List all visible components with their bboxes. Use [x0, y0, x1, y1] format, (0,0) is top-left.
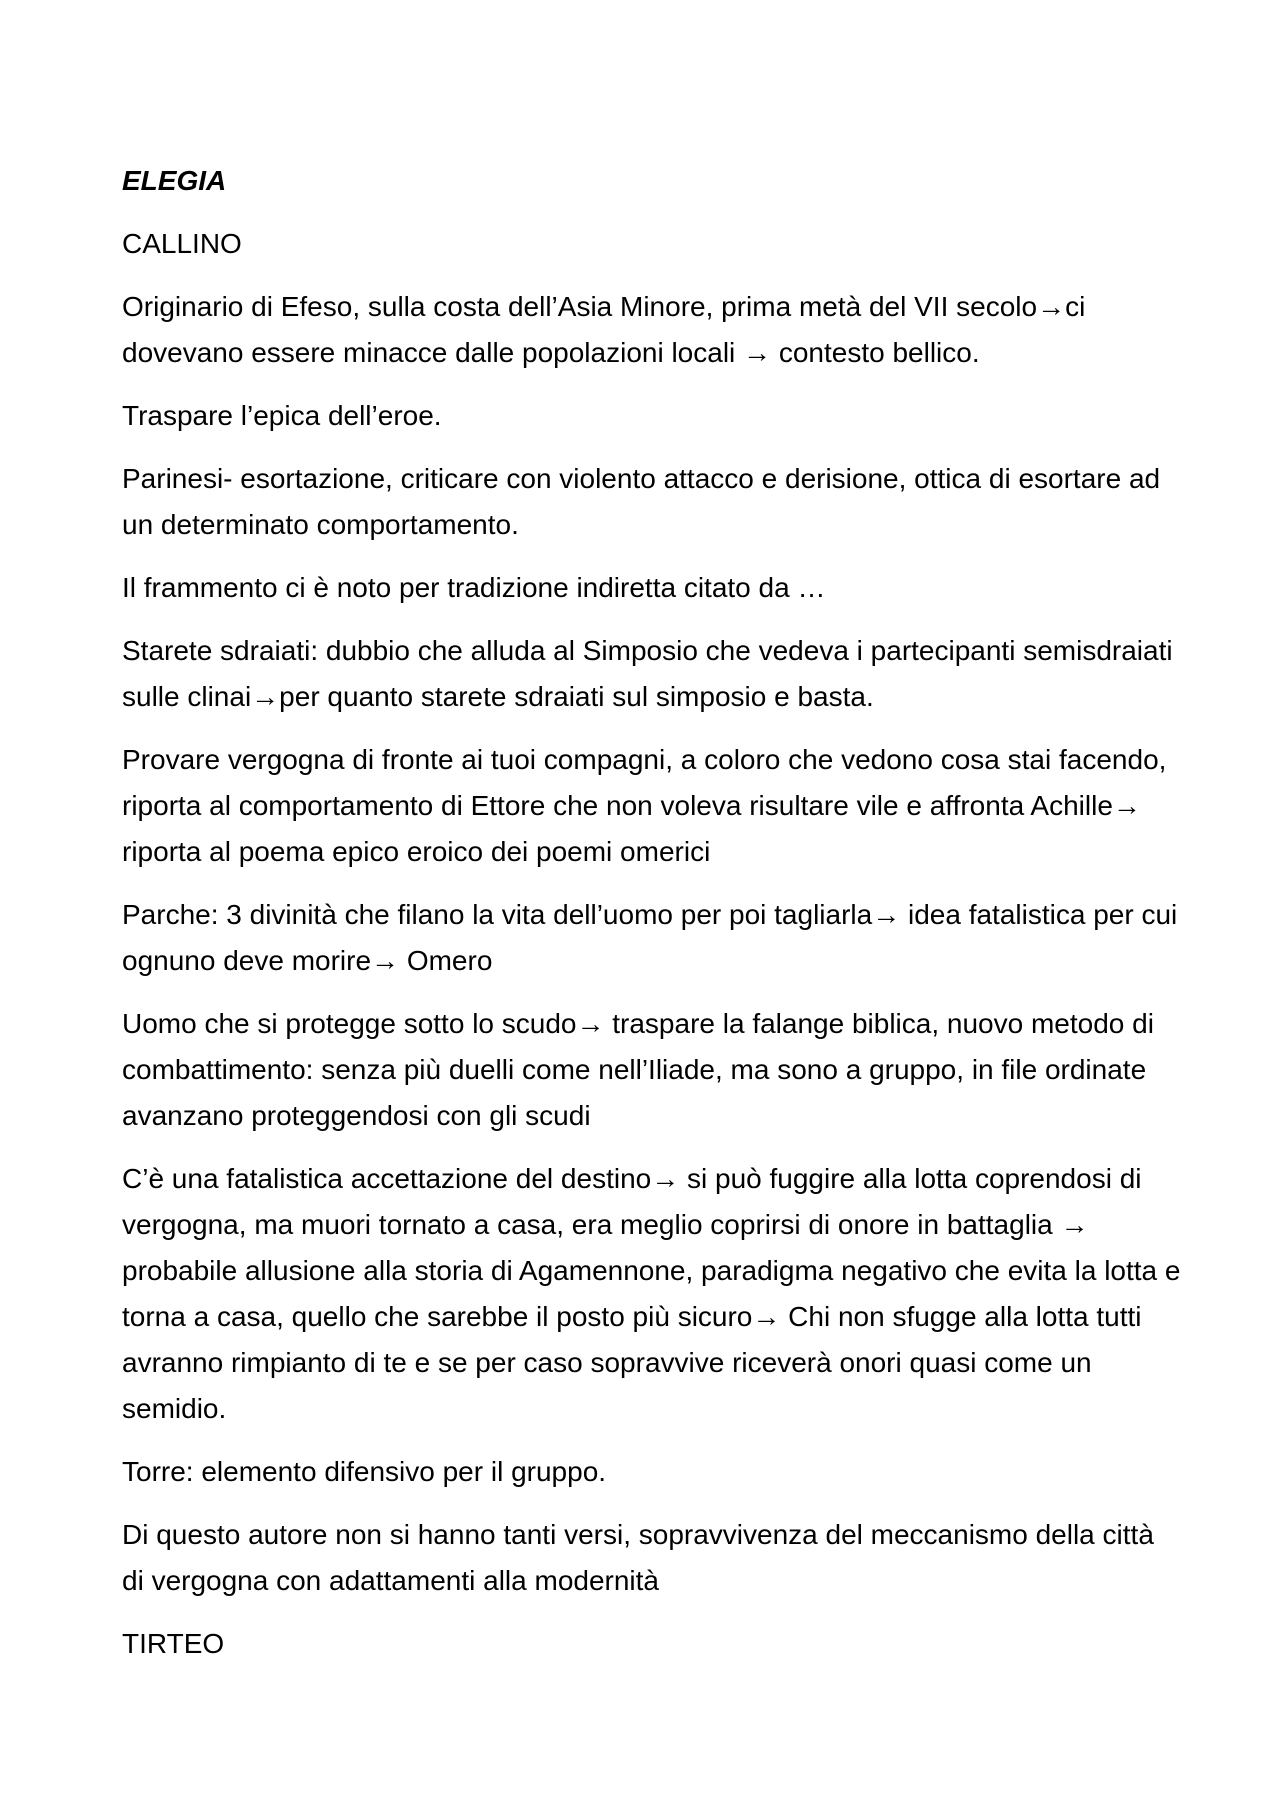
document-page: [122, 158, 1182, 1684]
paragraph: Starete sdraiati: dubbio che alluda al Simposio che vedeva i partecipanti semisdraiati sulle clinai→per quanto starete sdraiati sul simposio e basta.: [122, 635, 1173, 712]
paragraph: Parche: 3 divinità che filano la vita dell’uomo per poi tagliarla→ idea fatalistica per cui ognuno deve morire→ Omero: [122, 899, 1178, 976]
paragraph: Originario di Efeso, sulla costa dell’Asia Minore, prima metà del VII secolo→ci dovevano essere minacce dalle popolazioni locali → contesto bellico.: [122, 291, 1086, 368]
paragraph: Provare vergogna di fronte ai tuoi compagni, a coloro che vedono cosa stai facendo, riporta al comportamento di Ettore che non voleva risultare vile e affronta Achille→ riporta al poema epico eroico dei poemi omerici: [122, 744, 1167, 867]
document-title: ELEGIA: [122, 165, 227, 196]
paragraph: Il frammento ci è noto per tradizione indiretta citato da …: [122, 572, 826, 603]
paragraph: C’è una fatalistica accettazione del destino→ si può fuggire alla lotta coprendosi di vergogna, ma muori tornato a casa, era meglio coprirsi di onore in battaglia → probabile allusione alla storia di Agamennone, paradigma negativo che evita la lotta e torna a casa, quello che sarebbe il posto più sicuro→ Chi non sfugge alla lotta tutti avranno rimpianto di te e se per caso sopravvive riceverà onori quasi come un semidio.: [122, 1163, 1181, 1424]
paragraph: Traspare l’epica dell’eroe.: [122, 400, 442, 431]
paragraph: Parinesi- esortazione, criticare con violento attacco e derisione, ottica di esortare ad un determinato comportamento.: [122, 463, 1161, 540]
section-heading-callino: CALLINO: [122, 228, 242, 259]
section-heading-tirteo: TIRTEO: [122, 1628, 225, 1659]
paragraph: Uomo che si protegge sotto lo scudo→ traspare la falange biblica, nuovo metodo di combattimento: senza più duelli come nell’Iliade, ma sono a gruppo, in file ordinate avanzano proteggendosi con gli scudi: [122, 1008, 1154, 1131]
paragraph: Torre: elemento difensivo per il gruppo.: [122, 1456, 607, 1487]
paragraph: Di questo autore non si hanno tanti versi, sopravvivenza del meccanismo della città di vergogna con adattamenti alla modernità: [122, 1519, 1154, 1596]
